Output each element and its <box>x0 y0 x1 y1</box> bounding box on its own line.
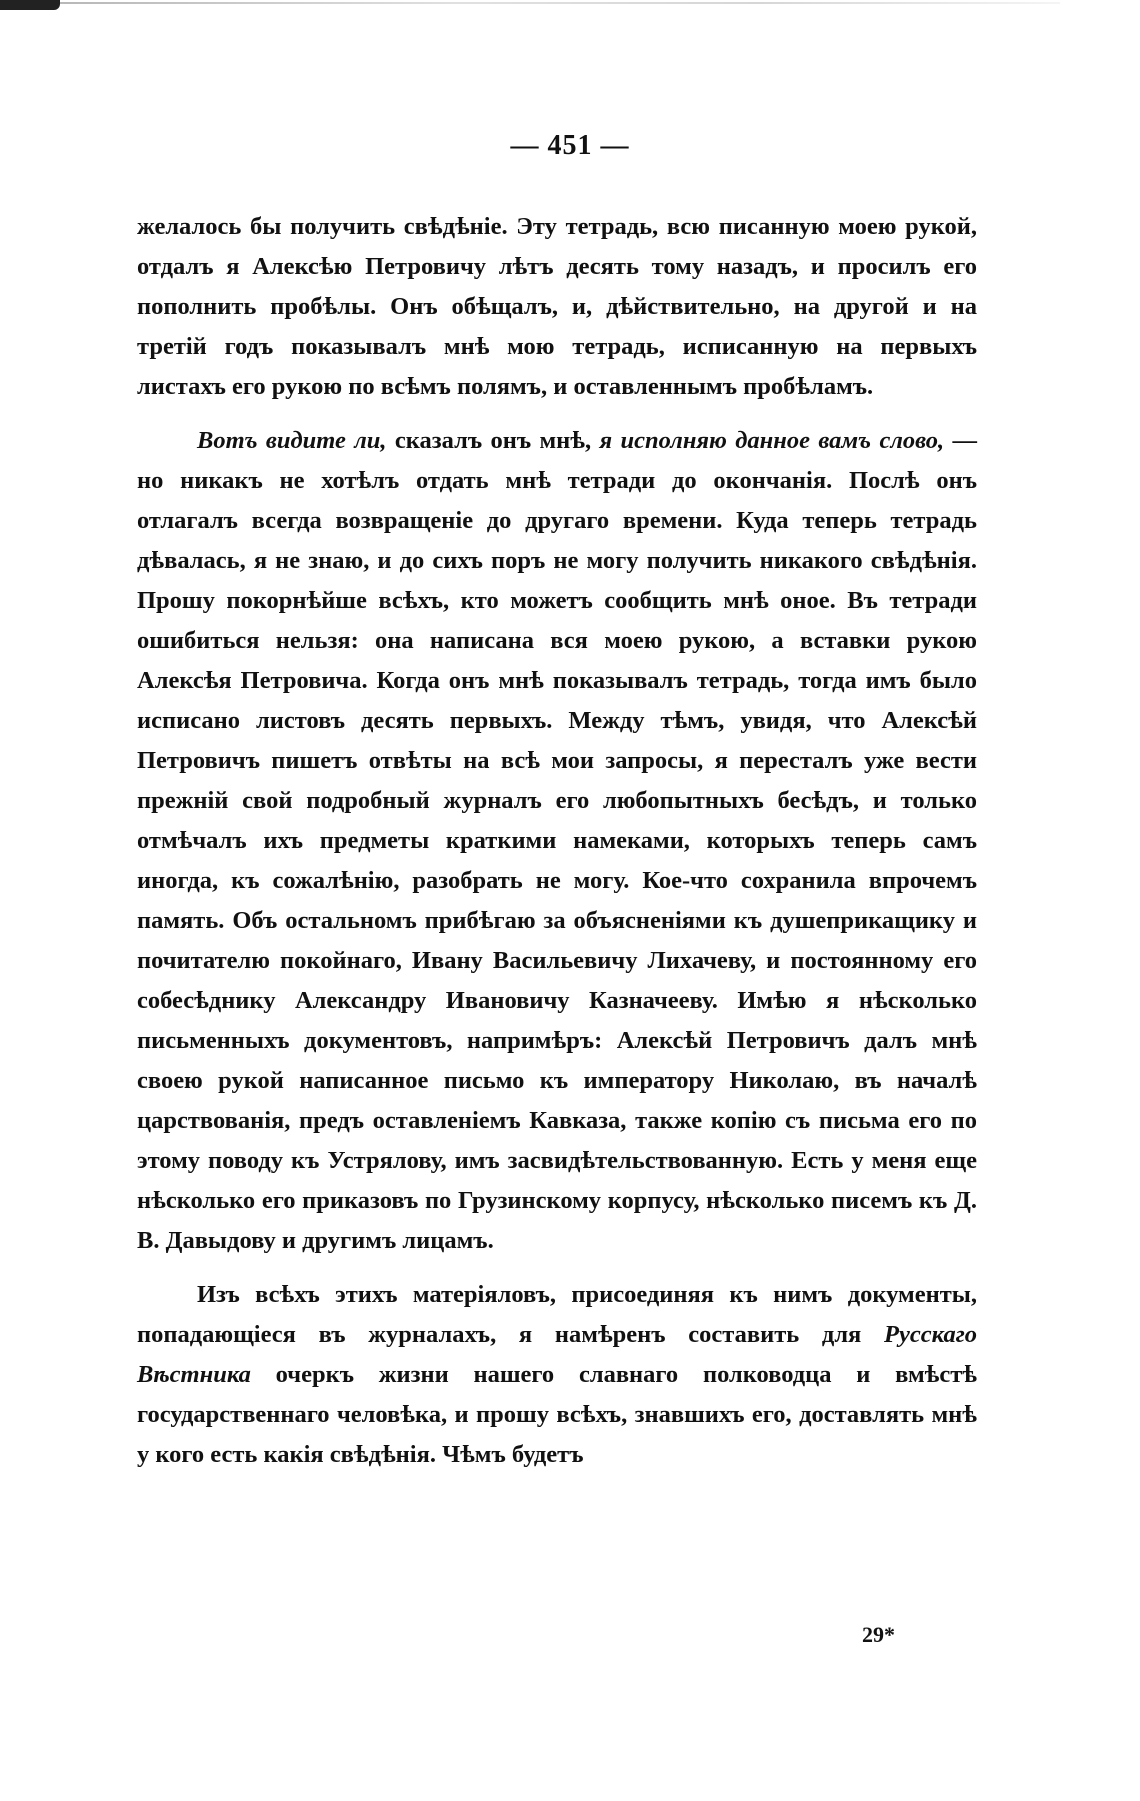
paragraph-2-text-b: — но никакъ не хотѣлъ отдать мнѣ тетради до окончанія. Послѣ онъ отлагалъ всегда возвращеніе до другаго времени. Куда теперь тетрадь дѣвалась, я не знаю, и до сихъ поръ не могу получить никакого свѣдѣнія. Прошу покорнѣйше всѣхъ, кто можетъ сообщить мнѣ оное. Въ тетради ошибиться нельзя: она написана вся моею рукою, а вставки рукою Алексѣя Петровича. Когда онъ мнѣ показывалъ тетрадь, тогда имъ было исписано листовъ десять первыхъ. Между тѣмъ, увидя, что Алексѣй Петровичъ пишетъ отвѣты на всѣ мои запросы, я пересталъ уже вести прежній свой подробный журналъ его любопытныхъ бесѣдъ, и только отмѣчалъ ихъ предметы краткими намеками, которыхъ теперь самъ иногда, къ сожалѣнію, разобрать не могу. Кое-что сохранила впрочемъ память. Объ остальномъ прибѣгаю за объясненіями къ душеприкащику и почитателю покойнаго, Ивану Васильевичу Лихачеву, и постоянному его собесѣднику Александру Ивановичу Казначееву. Имѣю я нѣсколько письменныхъ документовъ, напримѣръ: Алексѣй Петровичъ далъ мнѣ своею рукой написанное письмо къ императору Николаю, въ началѣ царствованія, предъ оставленіемъ Кавказа, также копію съ письма его по этому поводу къ Устрялову, имъ засвидѣтельствованную. Есть у меня еще нѣсколько его приказовъ по Грузинскому корпусу, нѣсколько писемъ къ Д. В. Давыдову и другимъ лицамъ. <box>137 427 978 1254</box>
paragraph-3 <box>137 1275 977 1475</box>
page-body-text <box>137 207 977 1489</box>
quote-italic-1: Вотъ видите ли, <box>197 427 387 454</box>
paragraph-3-text-b: очеркъ жизни нашего славнаго полководца и вмѣстѣ государственнаго человѣка, и прошу всѣхъ, знавшихъ его, доставлять мнѣ у кого есть какія свѣдѣнія. Чѣмъ будетъ <box>137 1361 977 1468</box>
scan-edge-artifact <box>0 0 1140 14</box>
scan-corner-shadow <box>0 0 60 10</box>
signature-mark: 29* <box>862 1622 895 1647</box>
paragraph-2-text-a: сказалъ онъ мнѣ, <box>386 427 600 454</box>
scan-streak <box>60 2 1060 4</box>
paragraph-1 <box>137 207 977 407</box>
paragraph-2 <box>137 421 977 1261</box>
quote-italic-2: я исполняю данное вамъ слово, <box>599 427 945 454</box>
page-number: — 451 — <box>510 130 630 161</box>
paragraph-1-text: желалось бы получить свѣдѣніе. Эту тетрадь, всю писанную моею рукой, отдалъ я Алексѣю Петровичу лѣтъ десять тому назадъ, и просилъ его пополнить пробѣлы. Онъ обѣщалъ, и, дѣйствительно, на другой и на третій годъ показывалъ мнѣ мою тетрадь, исписанную на первыхъ листахъ его рукою по всѣмъ полямъ, и оставленнымъ пробѣламъ. <box>137 213 977 400</box>
paragraph-3-text-a: Изъ всѣхъ этихъ матеріяловъ, присоединяя къ нимъ документы, попадающіеся въ журналахъ, я намѣренъ составить для <box>137 1281 977 1348</box>
journal-title-italic: Русскаго Вѣстника <box>137 1321 977 1388</box>
